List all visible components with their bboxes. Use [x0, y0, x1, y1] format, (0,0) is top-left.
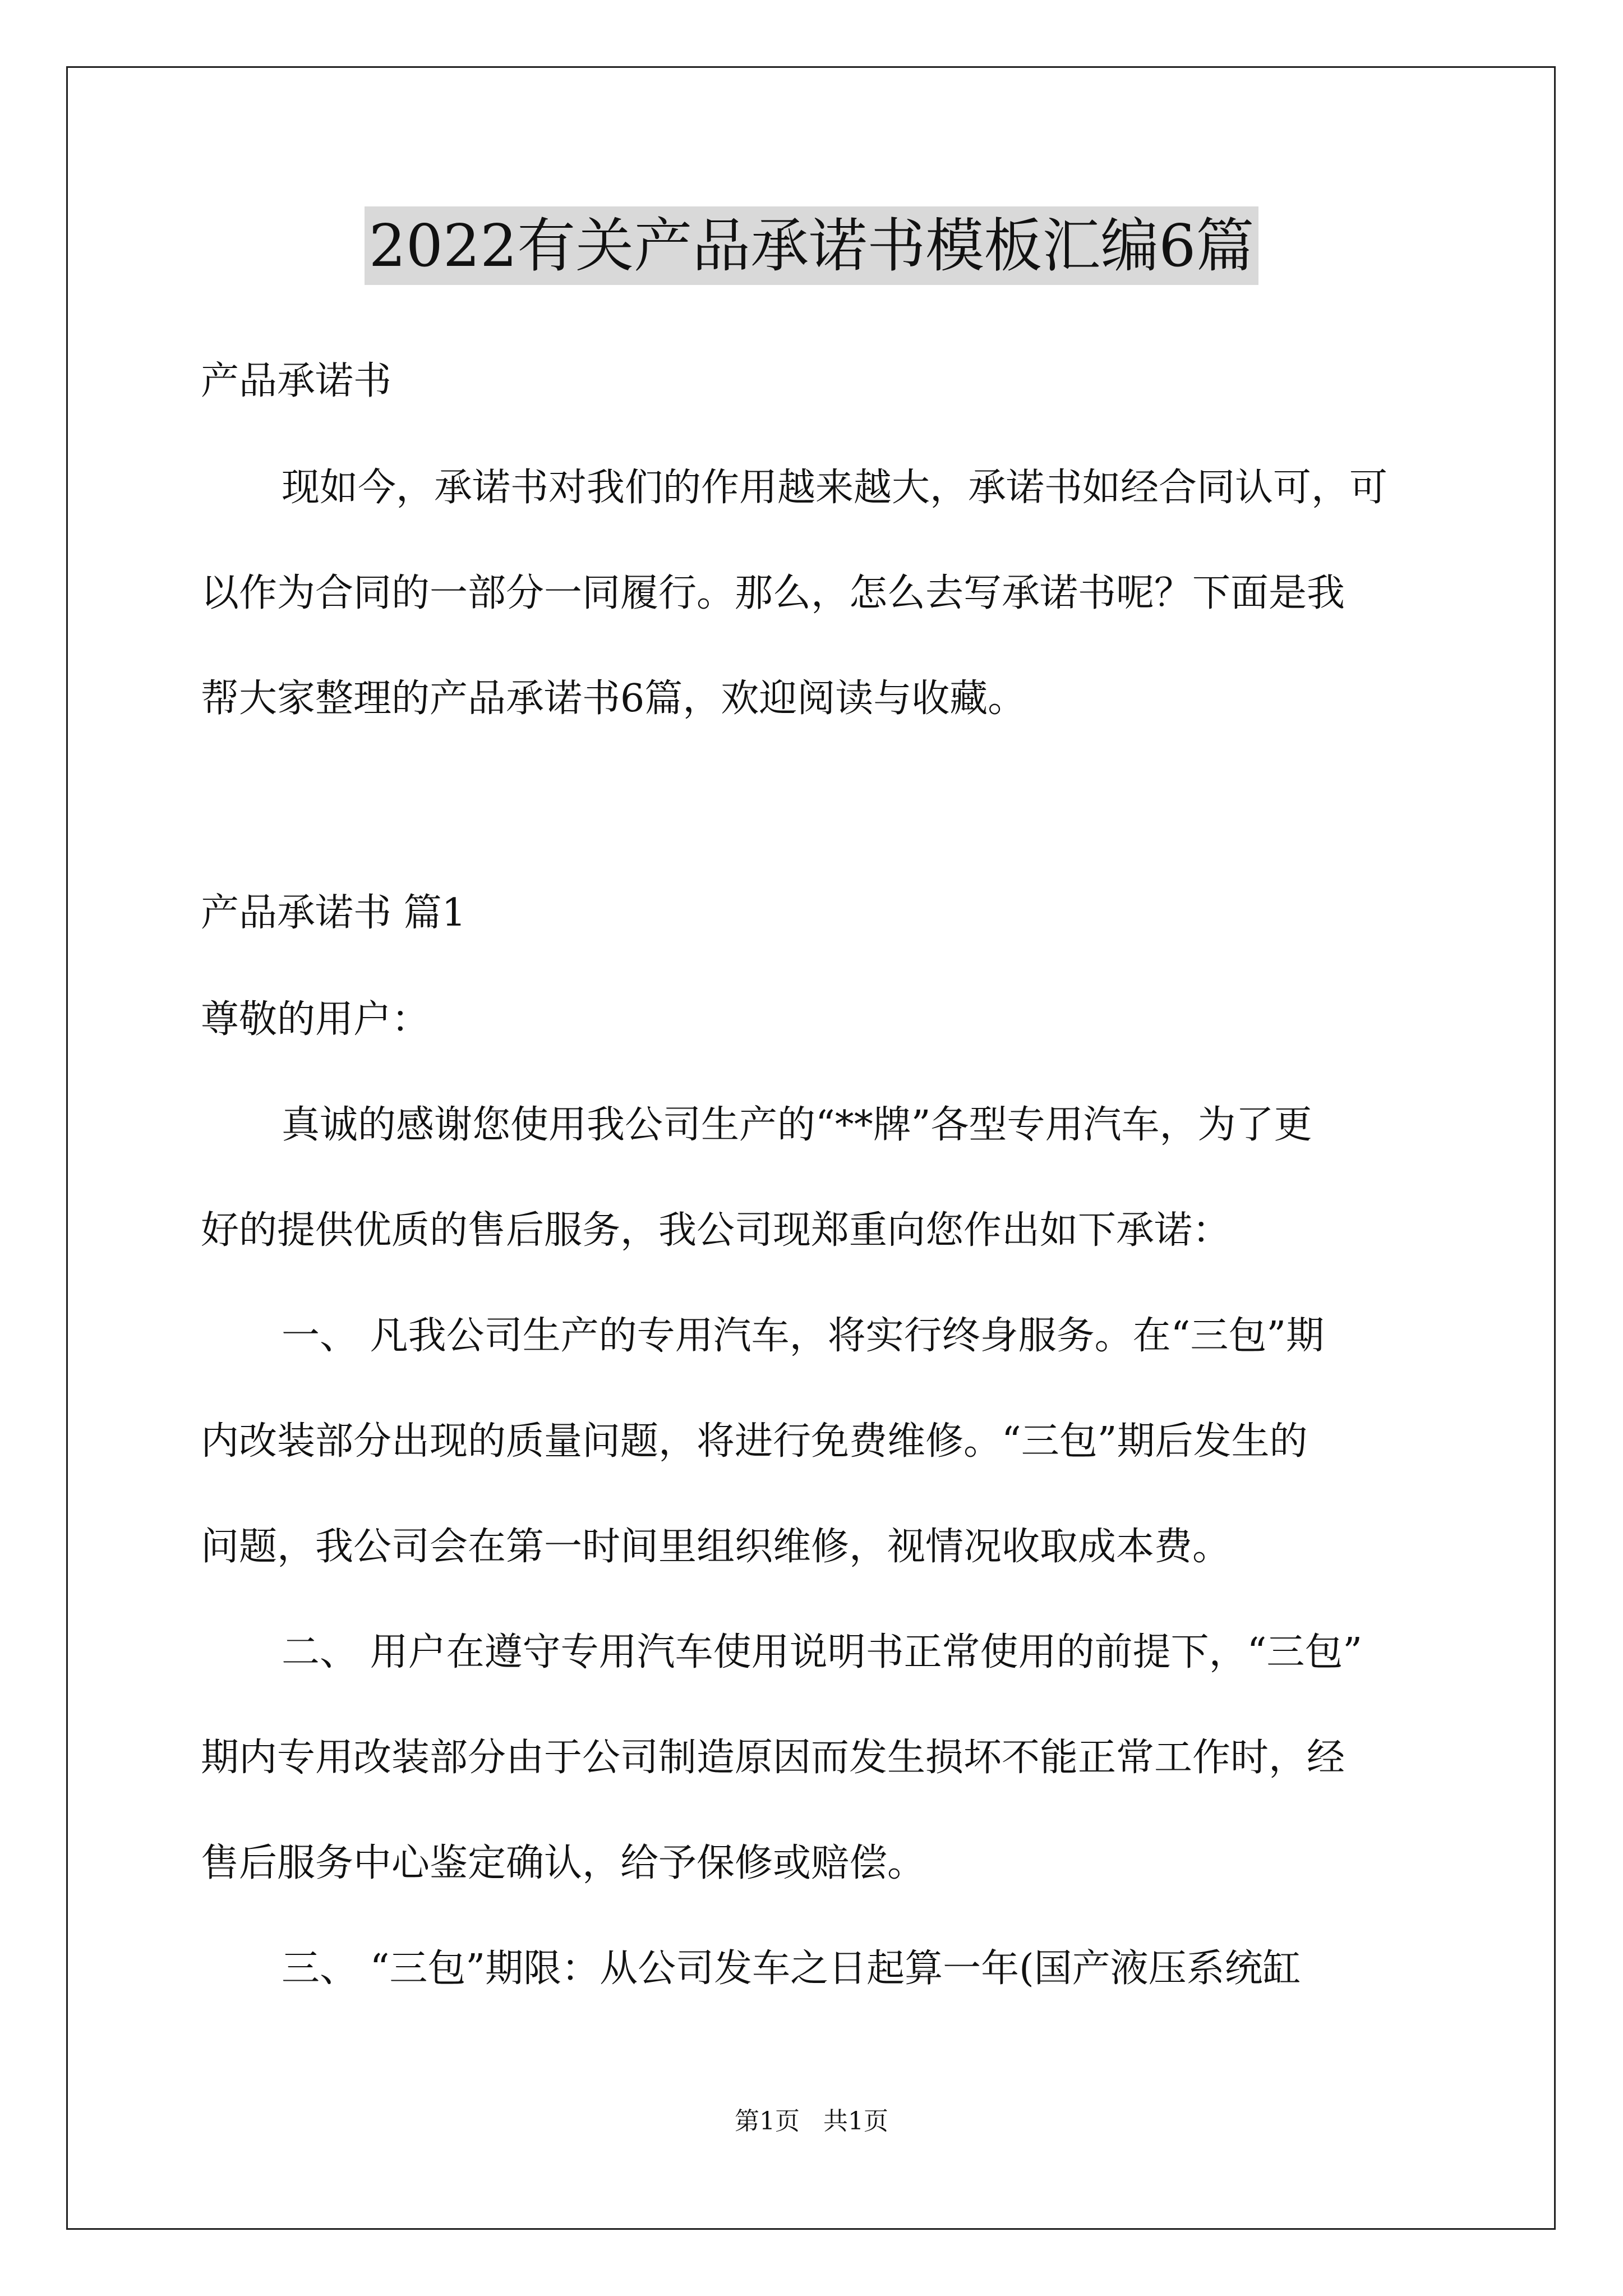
section-heading: 产品承诺书 篇1 — [201, 891, 466, 935]
paragraph-line: 内改装部分出现的质量问题，将进行免费维修。“三包”期后发生的 — [201, 1419, 1308, 1464]
paragraph-line: 现如今，承诺书对我们的作用越来越大，承诺书如经合同认可，可 — [282, 466, 1388, 510]
paragraph-line: 三、 “三包”期限：从公司发车之日起算一年(国产液压系统缸 — [282, 1947, 1301, 1991]
paragraph-line: 售后服务中心鉴定确认，给予保修或赔偿。 — [201, 1841, 926, 1885]
paragraph-line: 真诚的感谢您使用我公司生产的“**牌”各型专用汽车，为了更 — [282, 1103, 1312, 1147]
paragraph-line: 一、 凡我公司生产的专用汽车，将实行终身服务。在“三包”期 — [282, 1314, 1325, 1358]
salutation: 尊敬的用户： — [201, 997, 430, 1042]
title-container — [0, 206, 1623, 285]
page-total: 共1页 — [823, 2107, 888, 2136]
paragraph-line: 问题，我公司会在第一时间里组织维修，视情况收取成本费。 — [201, 1525, 1231, 1569]
paragraph-line: 期内专用改装部分由于公司制造原因而发生损坏不能正常工作时，经 — [201, 1736, 1345, 1780]
page-footer — [0, 2105, 1623, 2138]
section-heading: 产品承诺书 — [201, 359, 392, 403]
paragraph-line: 帮大家整理的产品承诺书6篇，欢迎阅读与收藏。 — [201, 677, 1026, 721]
paragraph-line: 好的提供优质的售后服务，我公司现郑重向您作出如下承诺： — [201, 1208, 1231, 1253]
paragraph-line: 以作为合同的一部分一同履行。那么，怎么去写承诺书呢？下面是我 — [201, 571, 1345, 615]
paragraph-line: 二、 用户在遵守专用汽车使用说明书正常使用的前提下，“三包” — [282, 1630, 1363, 1674]
document-title: 2022有关产品承诺书模板汇编6篇 — [365, 206, 1259, 285]
page-number: 第1页 — [735, 2107, 800, 2136]
